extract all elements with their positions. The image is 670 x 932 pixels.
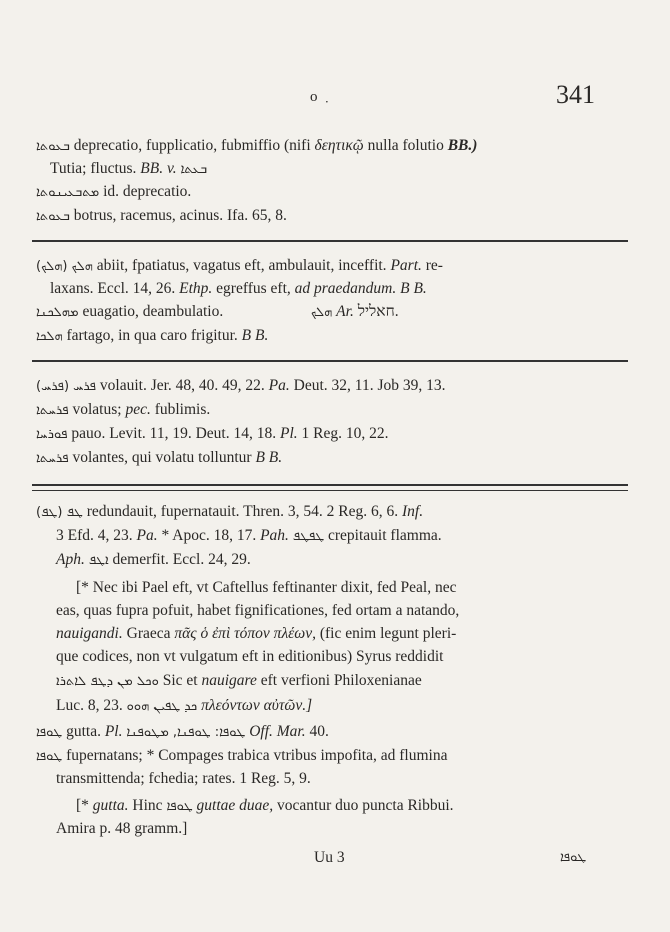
syriac-word: ܛܘܦܐ: ܛܘܦܢܐ, ܡܛܘܦܢܐ <box>126 725 246 740</box>
note-line: nauigandi. Graeca πᾶς ὁ ἐπὶ τόπον πλέων, (fic enim legunt pleri- <box>56 625 457 642</box>
note-line: eas, quas fupra pofuit, habet fignificationes, fed ortam a natando, <box>56 602 460 619</box>
entry-line: ܒܥܘܬܐ deprecatio, fupplicatio, fubmiffio (nifi δεητικῷ nulla folutio BB.) <box>36 137 478 154</box>
greek-text: δεητικῷ <box>314 137 364 154</box>
entry-line: 3 Efd. 4, 23. Pa. * Apoc. 18, 17. Pah. ܛܦܛܦ crepitauit flamma. <box>56 527 442 544</box>
syriac-root: (ܗܠܟ) ܗܠܟ <box>36 259 93 274</box>
syriac-headword: ܒܥܘܬܐ <box>36 209 70 224</box>
syriac-root: (ܛܦ) ܛܦ <box>36 505 83 520</box>
entry-line: (ܦܪܚ) ܦܪܚ volauit. Jer. 48, 40. 49, 22. Pa. Deut. 32, 11. Job 39, 13. <box>36 377 446 394</box>
entry-line: ܗܠܟܐ fartago, in qua caro frigitur. B B. <box>36 327 269 344</box>
syriac-root: (ܦܪܚ) ܦܪܚ <box>36 379 97 394</box>
entry-line: ܦܪܚܬܐ volatus; pec. fublimis. <box>36 401 211 418</box>
greek-text: πλεόντων αὐτῶν.] <box>201 697 313 714</box>
syriac-word: ܗܠܟ <box>311 305 333 320</box>
syriac-headword: ܡܗܠܟܢܐ <box>36 305 79 320</box>
catchword: ܛܘܦܐ <box>560 850 587 865</box>
syriac-headword: ܛܘܦܐ <box>36 725 63 740</box>
syriac-headword: ܡܬܒܥܝܢܘܬܐ <box>36 185 100 200</box>
syriac-headword: ܗܠܟܐ <box>36 329 63 344</box>
note-line: ܘܟܠ ܡܢ ܕܛܦ ܠܐܬܪܐ Sic et nauigare eft verfioni Philoxenianae <box>56 672 422 689</box>
syriac-headword: ܦܪܚܬܐ <box>36 451 69 466</box>
entry-line: ܡܬܒܥܝܢܘܬܐ id. deprecatio. <box>36 183 192 200</box>
syriac-headword: ܦܘܪܚܐ <box>36 427 68 442</box>
entry-line: ܒܥܘܬܐ botrus, racemus, acinus. Ifa. 65, 8. <box>36 207 287 224</box>
page-number: 341 <box>556 80 595 109</box>
entry-line: (ܗܠܟ) ܗܠܟ abiit, fpatiatus, vagatus eft, ambulauit, inceffit. Part. re- <box>36 257 443 274</box>
entry-line: (ܛܦ) ܛܦ redundauit, fupernatauit. Thren. 3, 54. 2 Reg. 6, 6. Inf. <box>36 503 424 520</box>
entry-line: ܛܘܦܐ fupernatans; * Compages trabica vtribus impofita, ad flumina <box>36 747 448 764</box>
entry-line: ܦܘܪܚܐ pauo. Levit. 11, 19. Deut. 14, 18. Pl. 1 Reg. 10, 22. <box>36 425 389 442</box>
section-divider <box>32 360 628 362</box>
entry-line: laxans. Eccl. 14, 26. Ethp. egreffus eft, ad praedandum. B B. <box>50 280 427 297</box>
note-line: [* Nec ibi Pael eft, vt Caftellus feftinanter dixit, fed Peal, nec <box>76 579 457 596</box>
syriac-headword: ܦܪܚܬܐ <box>36 403 69 418</box>
entry-line: Tutia; fluctus. BB. v. ܒܥܬܐ <box>50 160 208 177</box>
running-head: ο ܂ <box>310 89 329 105</box>
entry-line: ܦܪܚܬܐ volantes, qui volatu tolluntur B B. <box>36 449 283 466</box>
entry-line: ܡܗܠܟܢܐ euagatio, deambulatio. ܗܠܟ Ar. חאליל. <box>36 303 399 320</box>
note-line: Luc. 8, 23. ܟܕ ܛܦܝܢ ܗܘܘ πλεόντων αὐτῶν.] <box>56 697 313 714</box>
note-line: que codices, non vt vulgatum eft in editionibus) Syrus reddidit <box>56 648 444 665</box>
syriac-word: ܐܛܦ <box>88 553 109 568</box>
greek-text: πᾶς ὁ ἐπὶ τόπον πλέων, <box>174 625 316 642</box>
note-line: Amira p. 48 gramm.] <box>56 820 188 837</box>
hebrew-word: חאליל. <box>357 303 399 320</box>
entry-line: ܛܘܦܐ gutta. Pl. ܛܘܦܐ: ܛܘܦܢܐ, ܡܛܘܦܢܐ Off. Mar. 40. <box>36 723 329 740</box>
syriac-phrase: ܘܟܠ ܡܢ ܕܛܦ ܠܐܬܪܐ <box>56 674 159 689</box>
section-divider <box>32 490 628 491</box>
syriac-word: ܒܥܬܐ <box>180 162 208 177</box>
section-divider <box>32 240 628 242</box>
syriac-word: ܛܘܦܐ <box>166 799 193 814</box>
section-divider <box>32 484 628 486</box>
syriac-headword: ܒܥܘܬܐ <box>36 139 70 154</box>
entry-line: transmittenda; fchedia; rates. 1 Reg. 5, 9. <box>56 770 311 787</box>
note-line: [* gutta. Hinc ܛܘܦܐ guttae duae, vocantur duo puncta Ribbui. <box>76 797 454 814</box>
syriac-phrase: ܟܕ ܛܦܝܢ ܗܘܘ <box>126 699 198 714</box>
signature-mark: Uu 3 <box>314 849 345 866</box>
syriac-word: ܛܦܛܦ <box>292 529 325 544</box>
entry-line: Aph. ܐܛܦ demerfit. Eccl. 24, 29. <box>56 551 251 568</box>
syriac-headword: ܛܘܦܐ <box>36 749 63 764</box>
